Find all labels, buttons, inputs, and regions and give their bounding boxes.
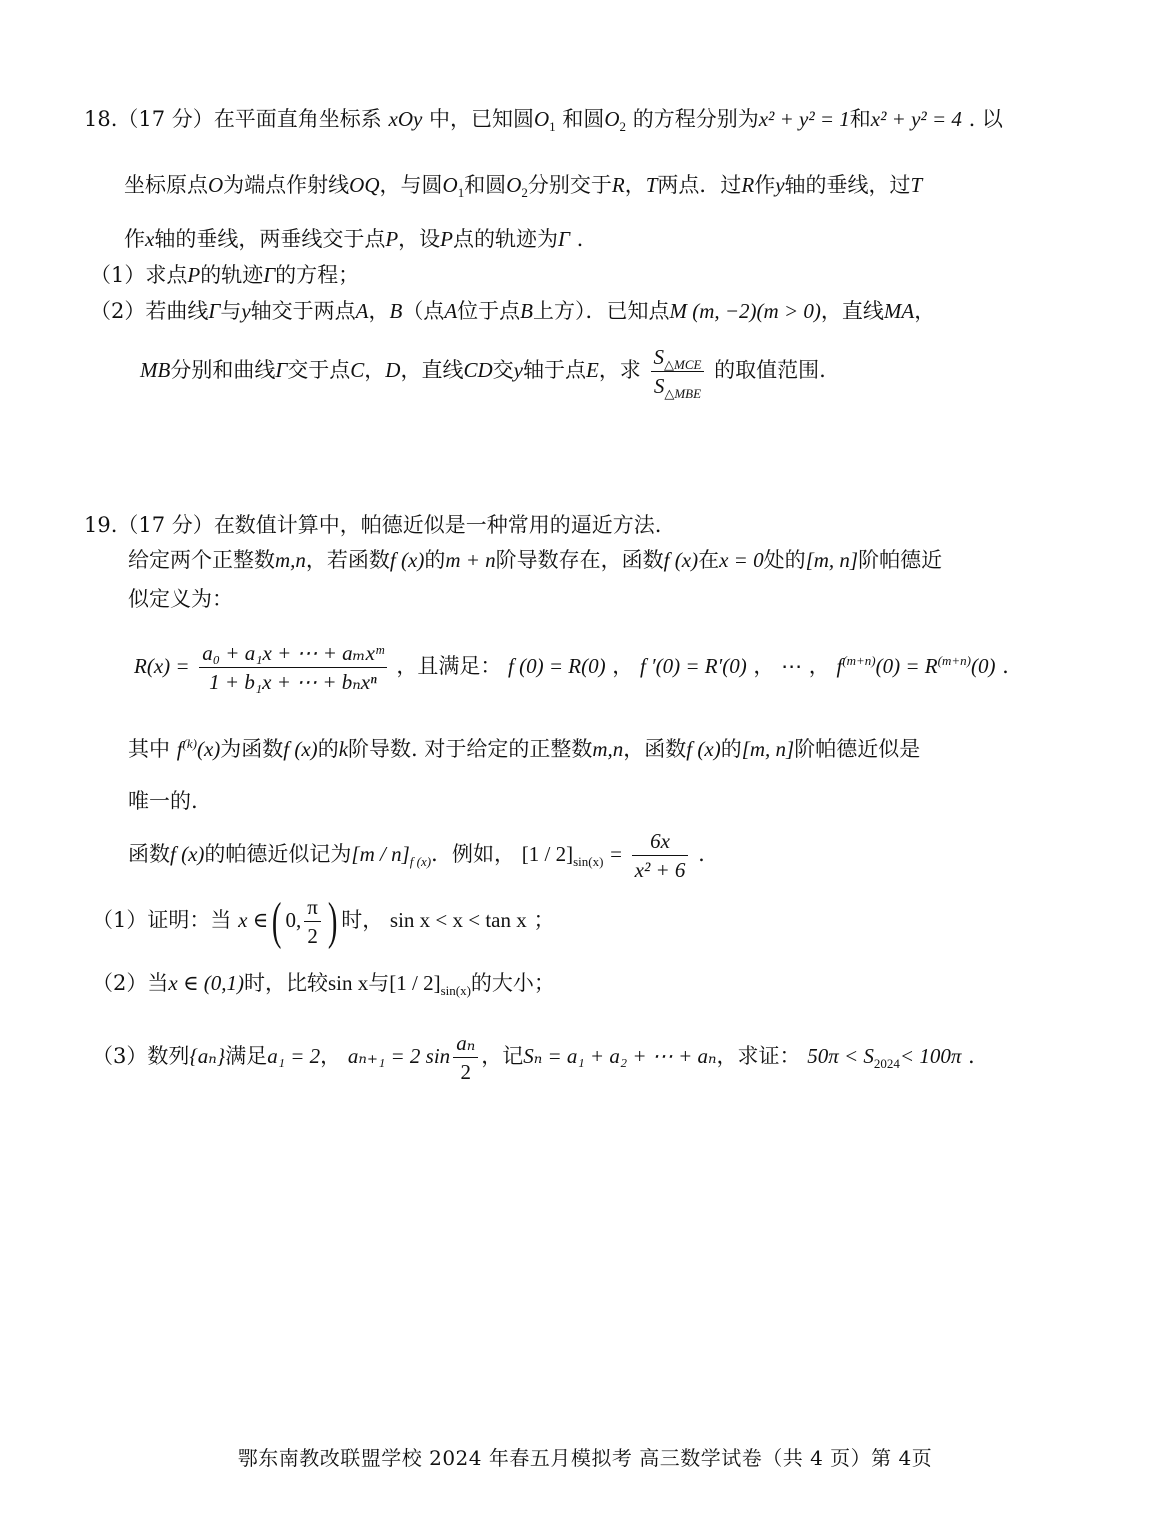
q19-text: ，记 bbox=[481, 1044, 524, 1068]
q19-text: ．例如， bbox=[431, 842, 516, 866]
math-o: O bbox=[534, 107, 550, 131]
q18-text: 中，已知圆 bbox=[429, 107, 534, 131]
math-mn: m,n bbox=[275, 548, 306, 572]
q19-text: ； bbox=[533, 908, 555, 932]
q18-text: （点 bbox=[402, 299, 445, 323]
math-fx: f (x) bbox=[283, 737, 318, 761]
q19-text: 数列 bbox=[147, 1044, 190, 1068]
q18-text: ，求 bbox=[598, 358, 641, 382]
q19-text: ， bbox=[612, 654, 634, 678]
q18-text: 点的轨迹为 bbox=[452, 227, 558, 251]
q19-part-3 bbox=[92, 1026, 975, 1086]
math-r: R bbox=[611, 173, 625, 197]
q18-text: 若曲线 bbox=[145, 299, 209, 323]
q19-text: ， bbox=[320, 1044, 342, 1068]
q19-text: 为函数 bbox=[220, 737, 284, 761]
q19-text: 的大小； bbox=[470, 971, 555, 995]
q19-text: 当 bbox=[147, 971, 169, 995]
math-ex-num: 6x bbox=[632, 829, 689, 856]
q19-text: 似定义为： bbox=[128, 587, 233, 611]
math-fx: f (x) bbox=[170, 842, 205, 866]
math-an: aₙ bbox=[453, 1031, 478, 1058]
q18-text: 和 bbox=[849, 107, 871, 131]
q18-text: 轴交于两点 bbox=[250, 299, 356, 323]
math-xoy: xOy bbox=[388, 107, 423, 131]
math-recurrence: aₙ₊₁ = 2 sin bbox=[347, 1044, 451, 1068]
q19-text: ，函数 bbox=[623, 737, 687, 761]
math-t: T bbox=[910, 173, 923, 197]
math-sub: △MCE bbox=[664, 357, 702, 373]
q18-text: . 以 bbox=[968, 107, 1003, 131]
q19-line-2 bbox=[128, 545, 942, 575]
math-p: P bbox=[385, 227, 399, 251]
q19-text: 在 bbox=[698, 548, 720, 572]
an-over-two-fraction bbox=[453, 1031, 478, 1084]
math-mn: m,n bbox=[592, 737, 624, 761]
math-sup: (m+n) bbox=[842, 653, 876, 668]
math-s: S bbox=[653, 374, 665, 398]
math-mn-bracket: [m, n] bbox=[741, 737, 795, 761]
math-r-lhs: R(x) = bbox=[134, 654, 190, 678]
pade-fraction bbox=[199, 641, 386, 694]
q18-text: ， bbox=[624, 173, 646, 197]
math-ma: MA bbox=[883, 299, 915, 323]
q19-pade-definition bbox=[134, 636, 1009, 696]
math-gamma: Γ bbox=[208, 299, 221, 323]
q18-text: 的取值范围. bbox=[714, 358, 826, 382]
q18-part-2 bbox=[90, 296, 935, 326]
math-y: y bbox=[241, 299, 251, 323]
q18-text: 交于点 bbox=[287, 358, 351, 382]
q19-text: 时，比较 bbox=[243, 971, 328, 995]
q18-line-2 bbox=[124, 170, 922, 200]
math-r-num: a₀ + a₁x + ⋯ + aₘxᵐ bbox=[199, 641, 386, 668]
q19-number: 19. bbox=[84, 513, 118, 537]
q19-text: . bbox=[968, 1044, 975, 1068]
math-pi: π bbox=[304, 895, 321, 922]
q18-text: 轴的垂线，两垂线交于点 bbox=[154, 227, 386, 251]
q19-text: 唯一的. bbox=[128, 789, 198, 813]
left-paren: ( bbox=[272, 892, 282, 950]
math-sinx: sin x bbox=[327, 971, 369, 995]
part-label: （1） bbox=[90, 263, 146, 287]
math-oq: OQ bbox=[349, 173, 380, 197]
q18-text: 位于点 bbox=[457, 299, 521, 323]
math-t: T bbox=[645, 173, 658, 197]
q19-text: 满足 bbox=[225, 1044, 268, 1068]
math-cond3-end: (0) bbox=[970, 654, 996, 678]
q19-text: 在数值计算中，帕德近似是一种常用的逼近方法. bbox=[213, 513, 662, 537]
math-example-lhs: [1 / 2] bbox=[389, 971, 441, 995]
math-cond2: f ′(0) = R′(0) bbox=[639, 654, 747, 678]
q19-text: 其中 bbox=[128, 737, 170, 761]
math-fx: f (x) bbox=[389, 548, 425, 572]
math-ineq-left: 50π < S bbox=[807, 1044, 874, 1068]
q19-text: 阶帕德近 bbox=[858, 548, 943, 572]
part-label: （2） bbox=[92, 971, 148, 995]
math-sub: 2024 bbox=[873, 1056, 900, 1072]
math-sub: sin(x) bbox=[440, 983, 471, 999]
area-ratio-fraction bbox=[651, 345, 705, 402]
q18-text: 求点 bbox=[145, 263, 188, 287]
q19-text: 的 bbox=[720, 737, 742, 761]
q19-part-2 bbox=[92, 968, 555, 998]
q19-text: ， bbox=[808, 654, 830, 678]
example-fraction bbox=[632, 829, 689, 882]
math-ineq: sin x < x < tan x bbox=[389, 908, 527, 932]
math-a: A bbox=[355, 299, 369, 323]
q18-line-3 bbox=[124, 224, 583, 254]
q19-text: ，且满足： bbox=[396, 654, 502, 678]
q19-part-1 bbox=[92, 890, 554, 950]
q18-text: ， bbox=[914, 299, 936, 323]
q19-text: 的 bbox=[424, 548, 446, 572]
q19-line-1 bbox=[84, 510, 662, 540]
q18-text: ， bbox=[368, 299, 390, 323]
math-o: O bbox=[208, 173, 224, 197]
q18-text: 的轨迹 bbox=[200, 263, 264, 287]
math-f: f bbox=[176, 737, 183, 761]
q18-line-1 bbox=[84, 104, 1003, 134]
math-an-set: {aₙ} bbox=[189, 1044, 226, 1068]
q18-text: 分别和曲线 bbox=[170, 358, 276, 382]
q19-text: 的 bbox=[317, 737, 339, 761]
q18-score: （17 分） bbox=[117, 107, 214, 131]
math-x: x bbox=[145, 227, 155, 251]
q18-part-1 bbox=[90, 260, 359, 290]
q19-text: 阶帕德近似是 bbox=[794, 737, 921, 761]
q18-text: 坐标原点 bbox=[124, 173, 208, 197]
math-gamma: Γ bbox=[263, 263, 276, 287]
right-paren: ) bbox=[327, 892, 338, 950]
math-mb: MB bbox=[140, 358, 171, 382]
math-x0: x = 0 bbox=[719, 548, 764, 572]
math-fx: f (x) bbox=[663, 548, 699, 572]
q18-text: 和圆 bbox=[562, 107, 605, 131]
math-r-den: 1 + b₁x + ⋯ + bₙxⁿ bbox=[209, 670, 377, 694]
math-ineq-right: < 100π bbox=[899, 1044, 962, 1068]
part-label: （1） bbox=[92, 908, 148, 932]
q18-text: 轴于点 bbox=[522, 358, 586, 382]
math-f: f bbox=[836, 654, 843, 678]
math-cond3: (0) = R bbox=[875, 654, 938, 678]
math-y: y bbox=[775, 173, 785, 197]
q19-line-7 bbox=[128, 826, 705, 882]
q19-line-5 bbox=[128, 734, 920, 764]
q18-text: ，与圆 bbox=[379, 173, 443, 197]
math-zero: 0, bbox=[285, 908, 302, 932]
q19-text: 函数 bbox=[128, 842, 170, 866]
math-sub: 2 bbox=[521, 185, 528, 201]
math-sub: 2 bbox=[619, 119, 627, 135]
math-fk: (x) bbox=[196, 737, 221, 761]
math-sub: f (x) bbox=[409, 854, 432, 870]
math-p: P bbox=[187, 263, 201, 287]
q19-text: . bbox=[698, 842, 705, 866]
q18-text: 作 bbox=[124, 227, 145, 251]
math-mn-bracket: [m, n] bbox=[805, 548, 859, 572]
q19-text: 时， bbox=[341, 908, 384, 932]
math-b: B bbox=[520, 299, 533, 323]
page-footer: 鄂东南教改联盟学校 2024 年春五月模拟考 高三数学试卷（共 4 页）第 4页 bbox=[237, 1446, 933, 1470]
q18-text: ，直线 bbox=[820, 299, 884, 323]
math-o: O bbox=[506, 173, 522, 197]
math-mpn: m + n bbox=[445, 548, 496, 572]
math-sub: 1 bbox=[457, 185, 465, 201]
math-mn-slash: [m / n] bbox=[351, 842, 410, 866]
q18-text: 轴的垂线，过 bbox=[784, 173, 911, 197]
math-sub: 1 bbox=[549, 119, 556, 135]
math-s: S bbox=[653, 345, 664, 369]
math-two: 2 bbox=[307, 924, 318, 948]
q18-text: 交 bbox=[492, 358, 514, 382]
q18-text: ，直线 bbox=[400, 358, 464, 382]
math-b: B bbox=[389, 299, 403, 323]
q18-text: 与 bbox=[220, 299, 242, 323]
q19-line-6 bbox=[128, 786, 198, 816]
math-gamma: Γ bbox=[275, 358, 288, 382]
q19-text: 处的 bbox=[763, 548, 806, 572]
q18-text: 和圆 bbox=[464, 173, 507, 197]
q19-text: 给定两个正整数 bbox=[128, 548, 275, 572]
q18-text: 的方程分别为 bbox=[632, 107, 759, 131]
math-two: 2 bbox=[460, 1060, 471, 1084]
math-o: O bbox=[442, 173, 458, 197]
q18-text: 分别交于 bbox=[527, 173, 612, 197]
math-interval: x ∈ (0,1) bbox=[168, 971, 244, 995]
math-m-point: M (m, −2)(m > 0) bbox=[669, 299, 821, 323]
q18-text: 两点．过 bbox=[657, 173, 742, 197]
q18-text: 在平面直角坐标系 bbox=[213, 107, 382, 131]
q19-text: . bbox=[1002, 654, 1009, 678]
q19-text: 证明：当 bbox=[147, 908, 232, 932]
math-ex-den: x² + 6 bbox=[634, 858, 686, 882]
math-a: A bbox=[444, 299, 458, 323]
q18-text: . bbox=[576, 227, 584, 251]
q19-text: 与 bbox=[368, 971, 390, 995]
q18-number: 18. bbox=[84, 107, 118, 131]
math-gamma: Γ bbox=[557, 227, 570, 251]
q18-text: 作 bbox=[754, 173, 776, 197]
math-sub: △MBE bbox=[664, 386, 702, 402]
math-sup: (k) bbox=[182, 736, 197, 751]
q19-text: 阶导数. 对于给定的正整数 bbox=[348, 737, 593, 761]
math-c: C bbox=[350, 358, 365, 382]
q18-text: ， bbox=[364, 358, 386, 382]
math-sub: sin(x) bbox=[573, 854, 604, 870]
q19-text: ，若函数 bbox=[305, 548, 390, 572]
q19-text: 的帕德近似记为 bbox=[204, 842, 352, 866]
q18-text: ，设 bbox=[398, 227, 441, 251]
math-k: k bbox=[338, 737, 349, 761]
math-eq2: x² + y² = 4 bbox=[870, 107, 962, 131]
q18-text: 上方）．已知点 bbox=[532, 299, 670, 323]
math-fx: f (x) bbox=[686, 737, 721, 761]
math-sup: (m+n) bbox=[937, 653, 971, 668]
math-y: y bbox=[513, 358, 523, 382]
q18-text: 的方程； bbox=[275, 263, 360, 287]
math-r: R bbox=[741, 173, 755, 197]
math-a1: a₁ = 2 bbox=[267, 1044, 321, 1068]
q18-text: 为端点作射线 bbox=[223, 173, 350, 197]
q19-text: 阶导数存在，函数 bbox=[495, 548, 664, 572]
math-x-in: x ∈ bbox=[238, 908, 269, 932]
part-label: （3） bbox=[92, 1044, 148, 1068]
math-e: E bbox=[585, 358, 599, 382]
math-d: D bbox=[385, 358, 401, 382]
math-o: O bbox=[604, 107, 620, 131]
math-sn: Sₙ = a₁ + a₂ + ⋯ + aₙ bbox=[523, 1044, 717, 1068]
math-eq1: x² + y² = 1 bbox=[758, 107, 850, 131]
math-cond1: f (0) = R(0) bbox=[508, 654, 606, 678]
part-label: （2） bbox=[90, 299, 146, 323]
math-eq: = bbox=[610, 842, 622, 866]
q19-score: （17 分） bbox=[117, 513, 214, 537]
q19-text: ，求证： bbox=[716, 1044, 801, 1068]
math-p: P bbox=[440, 227, 453, 251]
math-cd: CD bbox=[463, 358, 493, 382]
q19-text: ， bbox=[753, 654, 775, 678]
math-dots: ⋯ bbox=[781, 654, 803, 678]
pi-over-two-fraction bbox=[304, 895, 321, 948]
q18-part-2-cont bbox=[140, 340, 826, 400]
math-example-lhs: [1 / 2] bbox=[521, 842, 574, 866]
q19-line-3 bbox=[128, 584, 233, 614]
